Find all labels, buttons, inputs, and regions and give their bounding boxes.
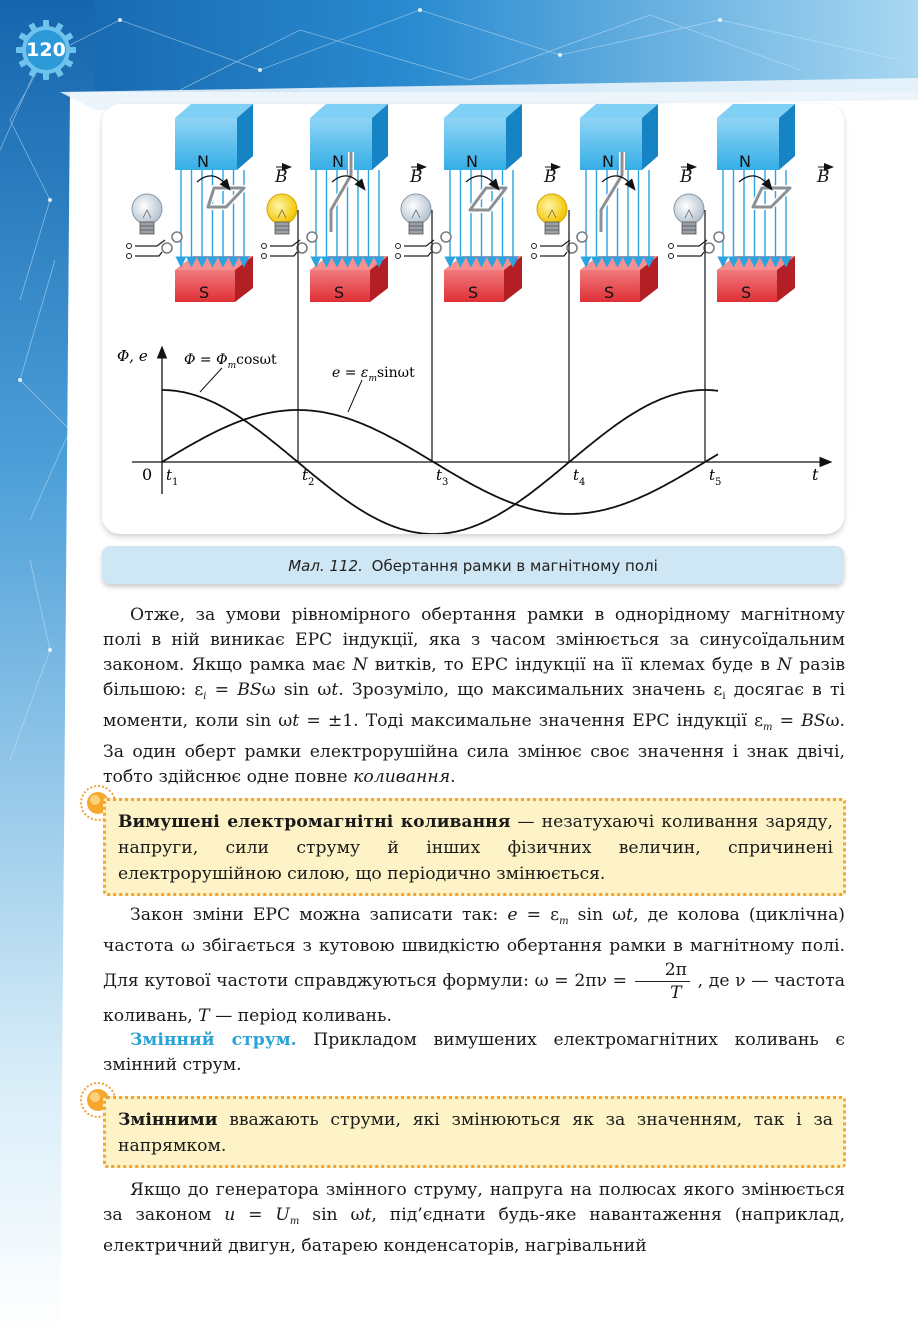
wire [270, 240, 300, 246]
time-mark-label: $t_1$ [166, 466, 179, 488]
wire [677, 240, 707, 246]
wire [540, 252, 567, 256]
generator-unit [262, 104, 423, 302]
magnet-s [175, 256, 253, 302]
figure-caption [102, 546, 844, 584]
page-number: 120 [26, 39, 66, 61]
generator-diagram [102, 104, 844, 534]
time-mark-label: $t_4$ [573, 466, 586, 488]
unlit-bulb-icon [401, 194, 431, 234]
generator-unit [532, 104, 693, 302]
field-vector-label: B [275, 167, 288, 187]
terminal [532, 254, 537, 259]
lit-bulb-icon [537, 194, 567, 234]
wire [135, 252, 162, 256]
slip-ring [172, 232, 182, 242]
emf-formula: $e = \varepsilon_m\sin\omega t$ [332, 365, 415, 384]
paragraph-generator-load: Якщо до генератора змінного струму, напруга на полюсах якого змінюється за законом $u = U_m$ sin ωt, під’єднати будь-яке навантаження (наприклад, електричний двигун, батарею конденсаторів, нагрівальний [103, 1180, 845, 1256]
field-lines [723, 170, 786, 262]
magnet-n-label: N [466, 152, 478, 171]
definition-term: Змінними [118, 1110, 218, 1130]
wire [270, 252, 297, 256]
definition-forced-oscillations [103, 798, 846, 896]
wire [135, 240, 165, 246]
magnet-s [444, 256, 522, 302]
magnet-s-label: S [741, 283, 752, 302]
magnet-n-label: N [197, 152, 209, 171]
generator-unit [396, 104, 557, 302]
time-mark-label: $t_5$ [709, 466, 722, 488]
caption-prefix: Мал. 112. [288, 557, 363, 575]
terminal [396, 244, 401, 249]
magnet-n-label: N [602, 152, 614, 171]
generator-unit [127, 104, 288, 302]
flux-leader [200, 368, 222, 392]
flux-formula: $\Phi = \Phi_m\cos\omega t$ [184, 352, 277, 371]
unlit-bulb-icon [132, 194, 162, 234]
origin-label: 0 [142, 465, 153, 484]
x-axis-label: t [812, 465, 819, 484]
magnet-s-label: S [604, 283, 615, 302]
terminal [669, 254, 674, 259]
emf-leader [348, 380, 362, 412]
magnet-s [580, 256, 658, 302]
page-number-badge [14, 18, 78, 82]
fraction-2pi-over-t: $\frac{2\pi}{T}$ [635, 959, 690, 1004]
magnet-n [444, 104, 522, 171]
y-axis-label: Φ, e [117, 347, 148, 365]
generator-unit [669, 104, 830, 302]
lit-bulb-icon [267, 194, 297, 234]
caption-text: Обертання рамки в магнітному полі [371, 557, 658, 575]
magnet-s [310, 256, 388, 302]
magnet-n [175, 104, 253, 171]
slip-ring [162, 243, 172, 253]
field-lines [450, 170, 513, 262]
definition-text: — незатухаючі коливання заряду, напруги, сили струму й інших фізичних величин, спричинені електрорушійною силою, що періодично змінюється. [118, 812, 833, 884]
terminal [669, 244, 674, 249]
field-vector-label: B [410, 167, 423, 187]
slip-ring [307, 232, 317, 242]
definition-term: Вимушені електромагнітні коливання [118, 812, 511, 832]
slip-ring [441, 232, 451, 242]
unlit-bulb-icon [674, 194, 704, 234]
wire [404, 240, 434, 246]
slip-ring [577, 232, 587, 242]
wire [404, 252, 431, 256]
magnet-n-label: N [332, 152, 344, 171]
alternating-current-term: Змінний струм. [130, 1030, 297, 1050]
terminal [127, 254, 132, 259]
slip-ring [714, 232, 724, 242]
figure-card [102, 104, 844, 534]
terminal [396, 254, 401, 259]
field-vector-label: B [544, 167, 557, 187]
magnet-s [717, 256, 795, 302]
field-vector-label: B [817, 167, 830, 187]
paragraph-emf-law: Закон зміни ЕРС можна записати так: $e = \varepsilon_m$ sin ωt, де колова (циклічна) частота ω збігається з кутовою швидкістю обертання рамки в магнітному полі. Для кутової частоти справджуються формули: ω = 2πν = $\frac{2\pi}{T}$ , де ν — частота коливань, T — період коливань. [103, 905, 845, 1026]
definition-text: вважають струми, які змінюються як за значенням, так і за напрямком. [118, 1110, 833, 1156]
magnet-s-label: S [334, 283, 345, 302]
terminal [262, 244, 267, 249]
terminal [262, 254, 267, 259]
field-lines [181, 170, 244, 262]
time-mark-label: $t_2$ [302, 466, 315, 488]
paragraph-alternating-current: Змінний струм. Прикладом вимушених електромагнітних коливань є змінний струм. [103, 1030, 845, 1075]
terminal [532, 244, 537, 249]
paragraph-emf-explanation: Отже, за умови рівномірного обертання рамки в однорідному магнітному полі в ній виникає ЕРС індукції, яка з часом змінюється за синусоїдальним законом. Якщо рамка має N витків, то ЕРС індукції на її клемах буде в N разів більшою: $\varepsilon_i = BS\omega$ sin ωt. Зрозуміло, що максимальних значень $\varepsilon_i$ досягає в ті моменти, коли sin ωt = ±1. Тоді максимальне значення ЕРС індукції $\varepsilon_m = BS\omega$. За один оберт рамки електрорушійна сила змінює своє значення і знак двічі, тобто здійснює одне повне коливання. [103, 605, 846, 787]
definition-alternating-currents [103, 1096, 846, 1168]
terminal [127, 244, 132, 249]
magnet-s-label: S [199, 283, 210, 302]
magnet-n [717, 104, 795, 171]
wire [677, 252, 704, 256]
magnet-s-label: S [468, 283, 479, 302]
wire [540, 240, 570, 246]
time-mark-label: $t_3$ [436, 466, 449, 488]
magnet-n-label: N [739, 152, 751, 171]
field-vector-label: B [680, 167, 693, 187]
